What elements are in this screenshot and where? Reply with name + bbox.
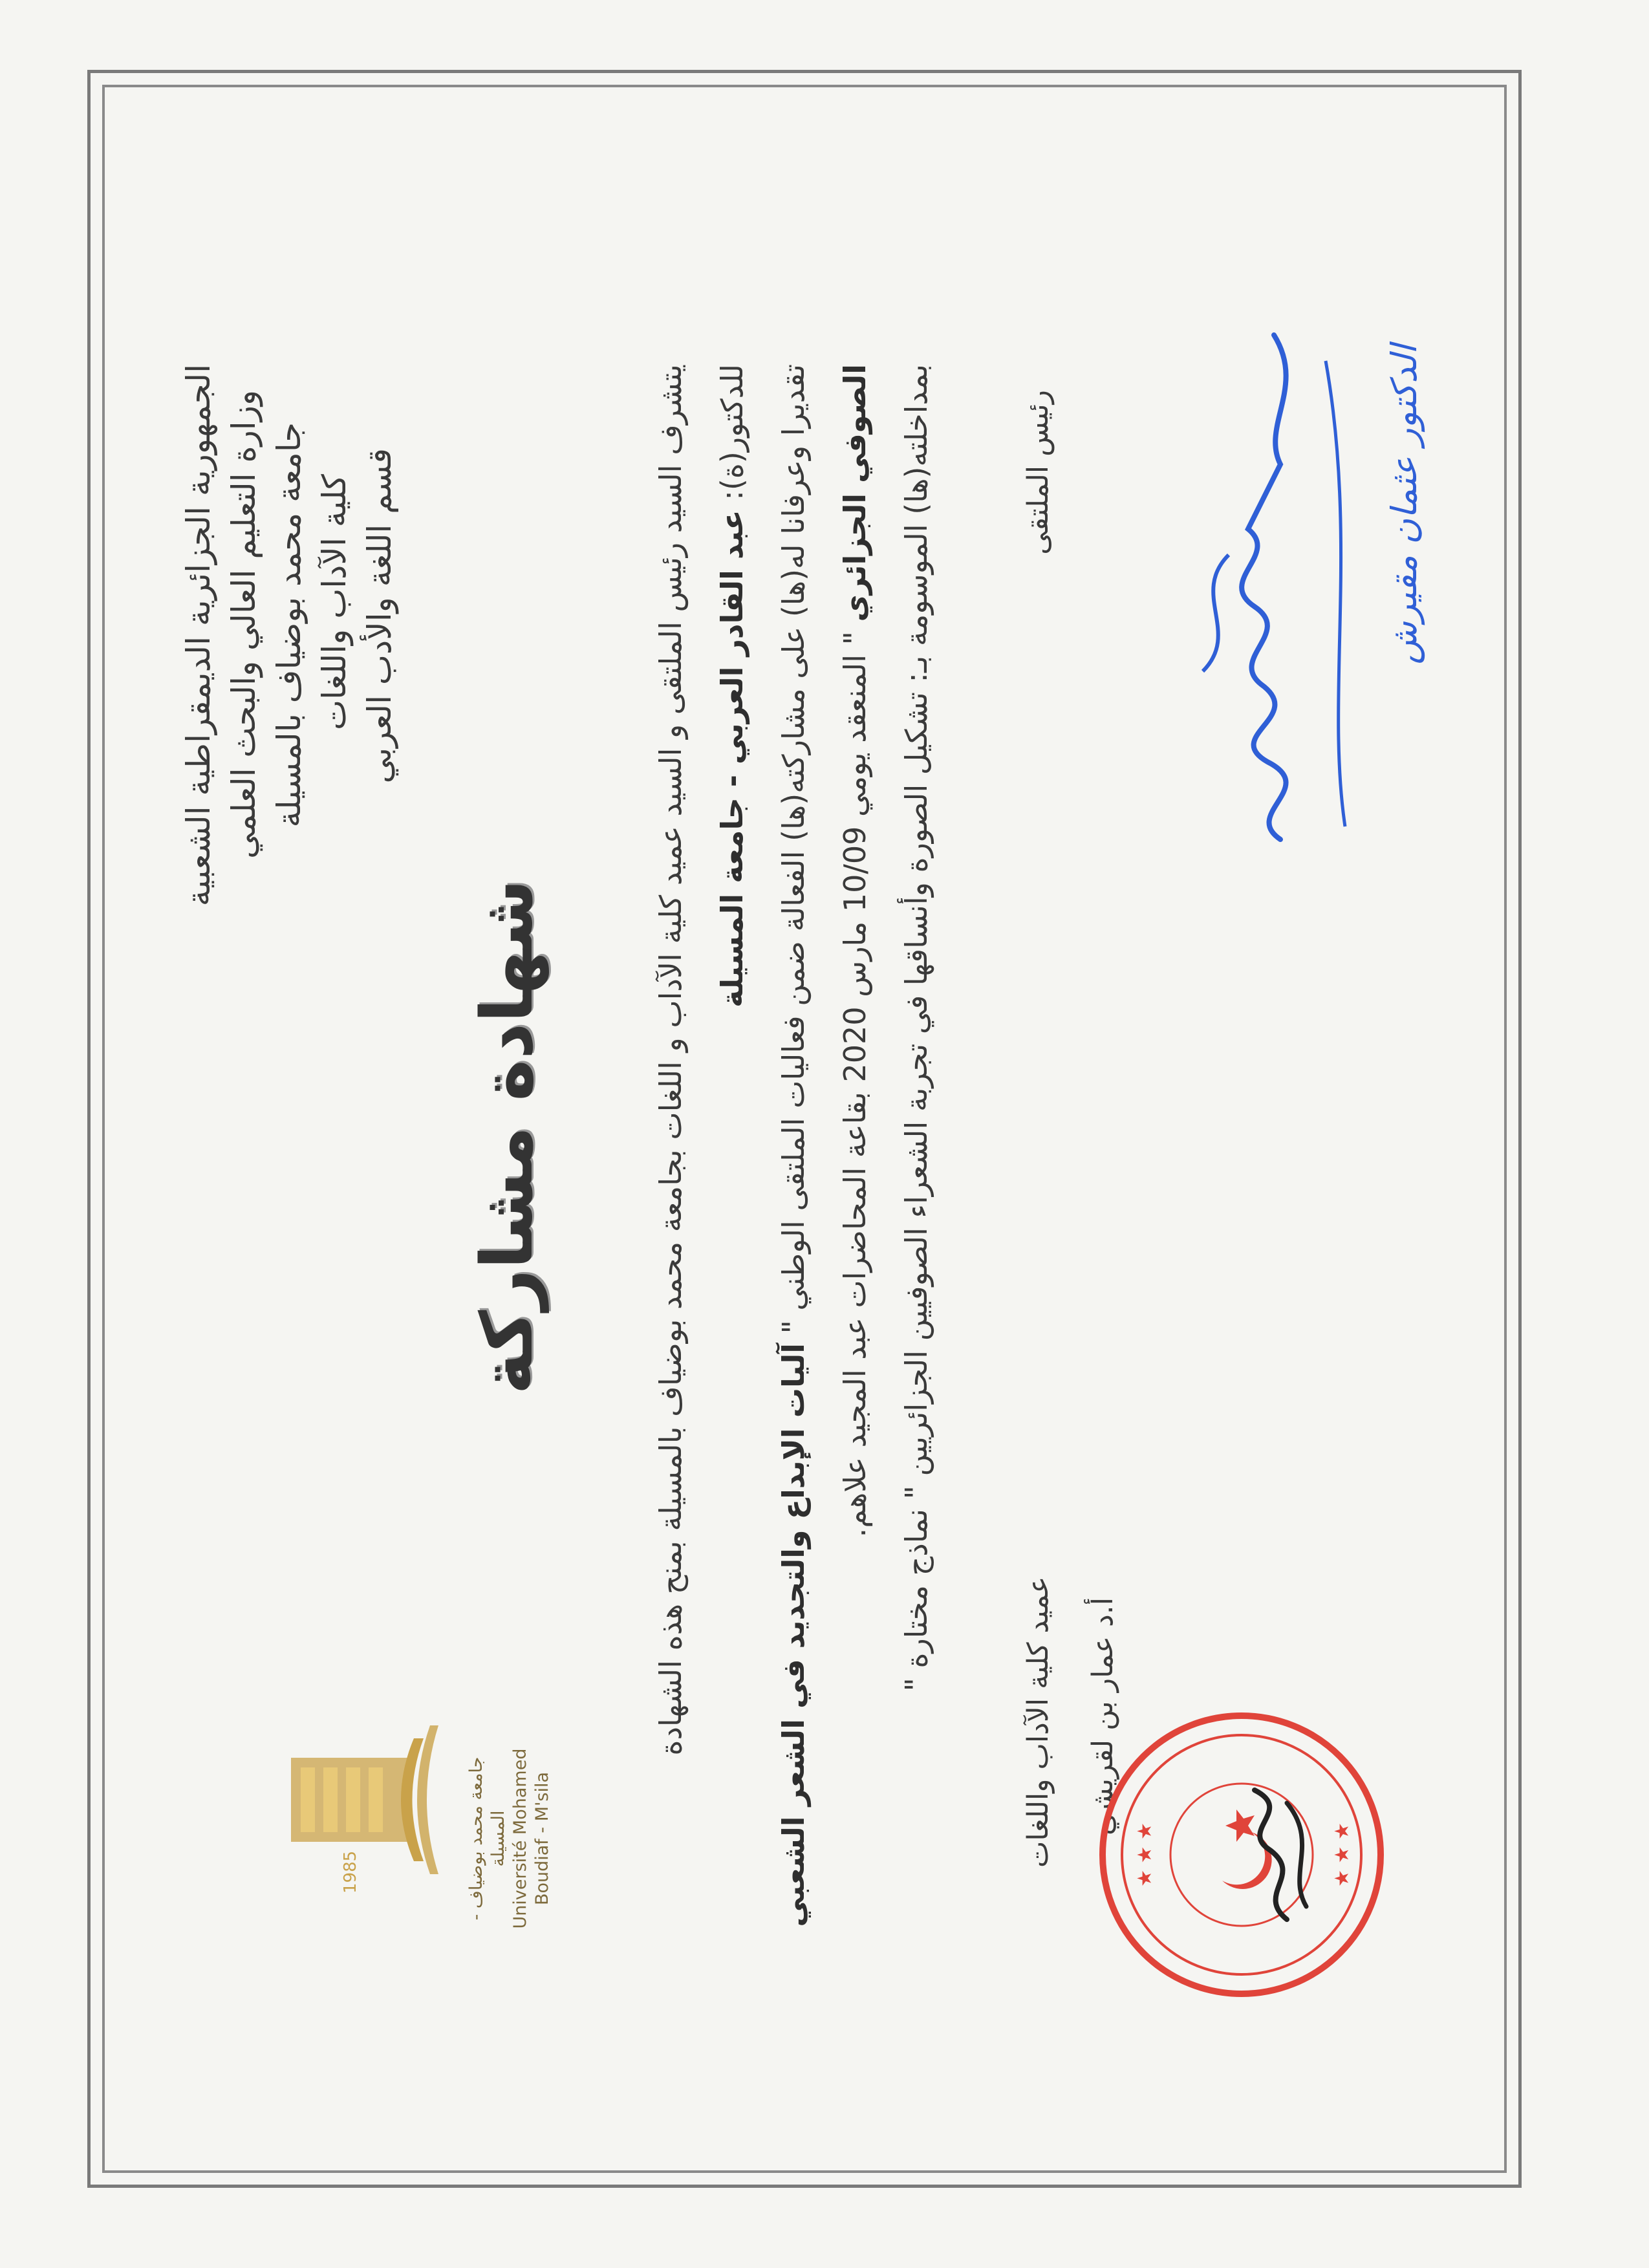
svg-text:★ ★ ★: ★ ★ ★	[1134, 1822, 1156, 1887]
dean-name: أ.د عمار بن لقريشي	[1086, 1597, 1119, 1835]
university-logo	[265, 1628, 472, 1939]
header-department: قسم اللغة والأدب العربي	[361, 448, 398, 784]
chair-signature	[1112, 283, 1384, 865]
body-line-2	[715, 364, 749, 1008]
svg-text:★ ★ ★: ★ ★ ★	[1331, 1822, 1353, 1887]
certificate-title: شهادة مشاركة	[466, 879, 548, 1395]
body-line-3	[776, 364, 811, 1927]
chair-title: رئيس الملتقى	[1022, 390, 1055, 555]
logo-caption-ar: جامعة محمد بوضياف - المسيلة	[466, 1756, 508, 1921]
body-line-1: يتشرف السيد رئيس الملتقى و السيد عميد كلية الآداب و اللغات بجامعة محمد بوضياف بالمسيلة بمنح هذه الشهادة	[653, 364, 688, 1756]
logo-caption	[466, 1732, 554, 1945]
body-line-4	[837, 364, 872, 1537]
certificate-content	[103, 86, 1507, 2172]
dean-title: عميد كلية الآداب واللغات	[1022, 1576, 1055, 1868]
header-ministry: وزارة التعليم العالي والبحث العلمي	[225, 390, 263, 859]
event-title-part2: الصوفي الجزائري	[837, 364, 872, 622]
logo-year: 1985	[341, 1850, 360, 1894]
chair-handwritten-name: الدكتور عثمان مقيرش	[1384, 345, 1425, 665]
logo-caption-fr: Université Mohamed Boudiaf - M'sila	[510, 1748, 552, 1929]
body-line-5: بمداخلته(ها) الموسومة بـ: تشكيل الصورة وأنساقها في تجربة الشعراء الصوفيين الجزائريين " نماذج مختارة "	[899, 364, 934, 1692]
event-title-part1: آليات الإبداع والتجديد في الشعر الشعبي	[776, 1343, 811, 1927]
header-university: جامعة محمد بوضياف بالمسيلة	[270, 422, 308, 828]
header-republic: الجمهورية الجزائرية الديمقراطية الشعبية	[180, 364, 217, 907]
participation-text: تقديرا وعرفانا له(ها) على مشاركته(ها) الفعالة ضمن فعاليات الملتقى الوطني "	[776, 364, 811, 1334]
official-stamp	[1093, 1706, 1390, 2003]
header-faculty: كلية الآداب واللغات	[316, 474, 353, 730]
recipient-name: عبد القادر العربي - جامعة المسيلة	[715, 510, 749, 1008]
event-date-venue: " المنعقد يومي 10/09 مارس 2020 بقاعة المحاضرات عبد المجيد علاهم.	[837, 631, 872, 1538]
recipient-prefix: للدكتور(ة):	[715, 364, 749, 501]
